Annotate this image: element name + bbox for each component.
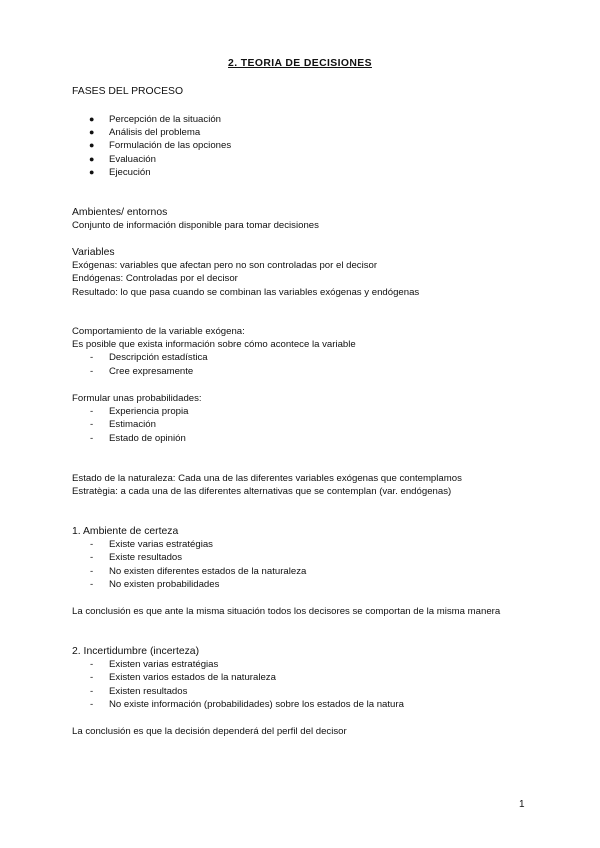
list-item: - No existen probabilidades xyxy=(90,578,220,590)
list-item: ● Formulación de las opciones xyxy=(89,140,232,152)
ambientes-text: Conjunto de información disponible para tomar decisiones xyxy=(72,220,319,232)
variables-line: Exógenas: variables que afectan pero no son controladas por el decisor xyxy=(72,260,378,272)
certeza-heading: 1. Ambiente de certeza xyxy=(72,526,179,537)
variables-heading: Variables xyxy=(72,247,115,258)
list-item: - Experiencia propia xyxy=(90,406,189,418)
certeza-section xyxy=(72,525,542,591)
dash-marker: - xyxy=(90,565,94,577)
dash-marker: - xyxy=(90,419,94,431)
bullet-icon: ● xyxy=(89,127,95,138)
list-item: ● Análisis del problema xyxy=(89,127,201,139)
variables-line: Endógenas: Controladas por el decisor xyxy=(72,273,238,285)
incertidumbre-section xyxy=(72,645,542,711)
incertidumbre-conclusion-block xyxy=(72,725,542,738)
dash-marker: - xyxy=(90,698,94,710)
estados-line: Estratègia: a cada una de las diferentes alternativas que se contemplan (var. endógenas) xyxy=(72,486,452,498)
formular-heading: Formular unas probabilidades: xyxy=(72,393,202,404)
estados-section xyxy=(72,472,542,498)
incertidumbre-list xyxy=(72,658,542,711)
dash-marker: - xyxy=(90,552,94,564)
list-item: - Estimación xyxy=(90,419,156,431)
incertidumbre-conclusion: La conclusión es que la decisión dependerá del perfil del decisor xyxy=(72,726,347,737)
dash-marker: - xyxy=(90,685,94,697)
dash-marker: - xyxy=(90,352,94,364)
list-item: - Existen varios estados de la naturaleza xyxy=(90,672,276,684)
dash-marker: - xyxy=(90,659,94,671)
estados-line: Estado de la naturaleza: Cada una de las diferentes variables exógenas que contemplamos xyxy=(72,473,462,484)
list-item: - Estado de opinión xyxy=(90,432,186,444)
formular-section xyxy=(72,392,542,445)
variables-section xyxy=(72,246,542,299)
bullet-icon: ● xyxy=(89,140,95,151)
list-item: - Existen varias estratégias xyxy=(90,659,219,671)
bullet-icon: ● xyxy=(89,166,95,177)
comportamiento-list xyxy=(72,351,542,377)
list-item: - No existen diferentes estados de la naturaleza xyxy=(90,565,307,577)
ambientes-heading: Ambientes/ entornos xyxy=(72,207,168,218)
list-item: - No existe información (probabilidades) sobre los estados de la natura xyxy=(90,698,404,710)
formular-list xyxy=(72,405,542,445)
variables-line: Resultado: lo que pasa cuando se combinan las variables exógenas y endógenas xyxy=(72,286,420,298)
list-item: ● Ejecución xyxy=(89,166,151,178)
list-item: ● Evaluación xyxy=(89,153,156,165)
list-item: - Cree expresamente xyxy=(90,365,194,377)
certeza-conclusion: La conclusión es que ante la misma situación todos los decisores se comportan de la misma manera xyxy=(72,606,501,617)
bullet-icon: ● xyxy=(89,114,95,124)
comportamiento-section xyxy=(72,325,542,378)
list-item: - Existe varias estratégias xyxy=(90,539,213,551)
fases-list xyxy=(72,113,542,179)
dash-marker: - xyxy=(90,672,94,684)
dash-marker: - xyxy=(90,539,94,551)
ambientes-section xyxy=(72,206,542,232)
list-item: - Existen resultados xyxy=(90,685,188,697)
page-number: 1 xyxy=(519,799,525,810)
list-item: ● Percepción de la situación xyxy=(89,114,221,125)
fases-list-block xyxy=(72,113,542,179)
dash-marker: - xyxy=(90,365,94,377)
list-item: - Existe resultados xyxy=(90,552,183,564)
fases-section xyxy=(72,85,542,98)
list-item: - Descripción estadística xyxy=(90,352,208,364)
bullet-icon: ● xyxy=(89,153,95,164)
comportamiento-heading: Comportamiento de la variable exógena: xyxy=(72,326,245,337)
dash-marker: - xyxy=(90,406,94,418)
page-title: 2. TEORIA DE DECISIONES xyxy=(228,58,372,69)
comportamiento-text: Es posible que exista información sobre cómo acontece la variable xyxy=(72,339,356,351)
fases-heading: FASES DEL PROCESO xyxy=(72,86,184,97)
certeza-conclusion-block xyxy=(72,605,542,618)
dash-marker: - xyxy=(90,432,94,444)
certeza-list xyxy=(72,538,542,591)
incertidumbre-heading: 2. Incertidumbre (incerteza) xyxy=(72,646,200,657)
dash-marker: - xyxy=(90,578,94,590)
